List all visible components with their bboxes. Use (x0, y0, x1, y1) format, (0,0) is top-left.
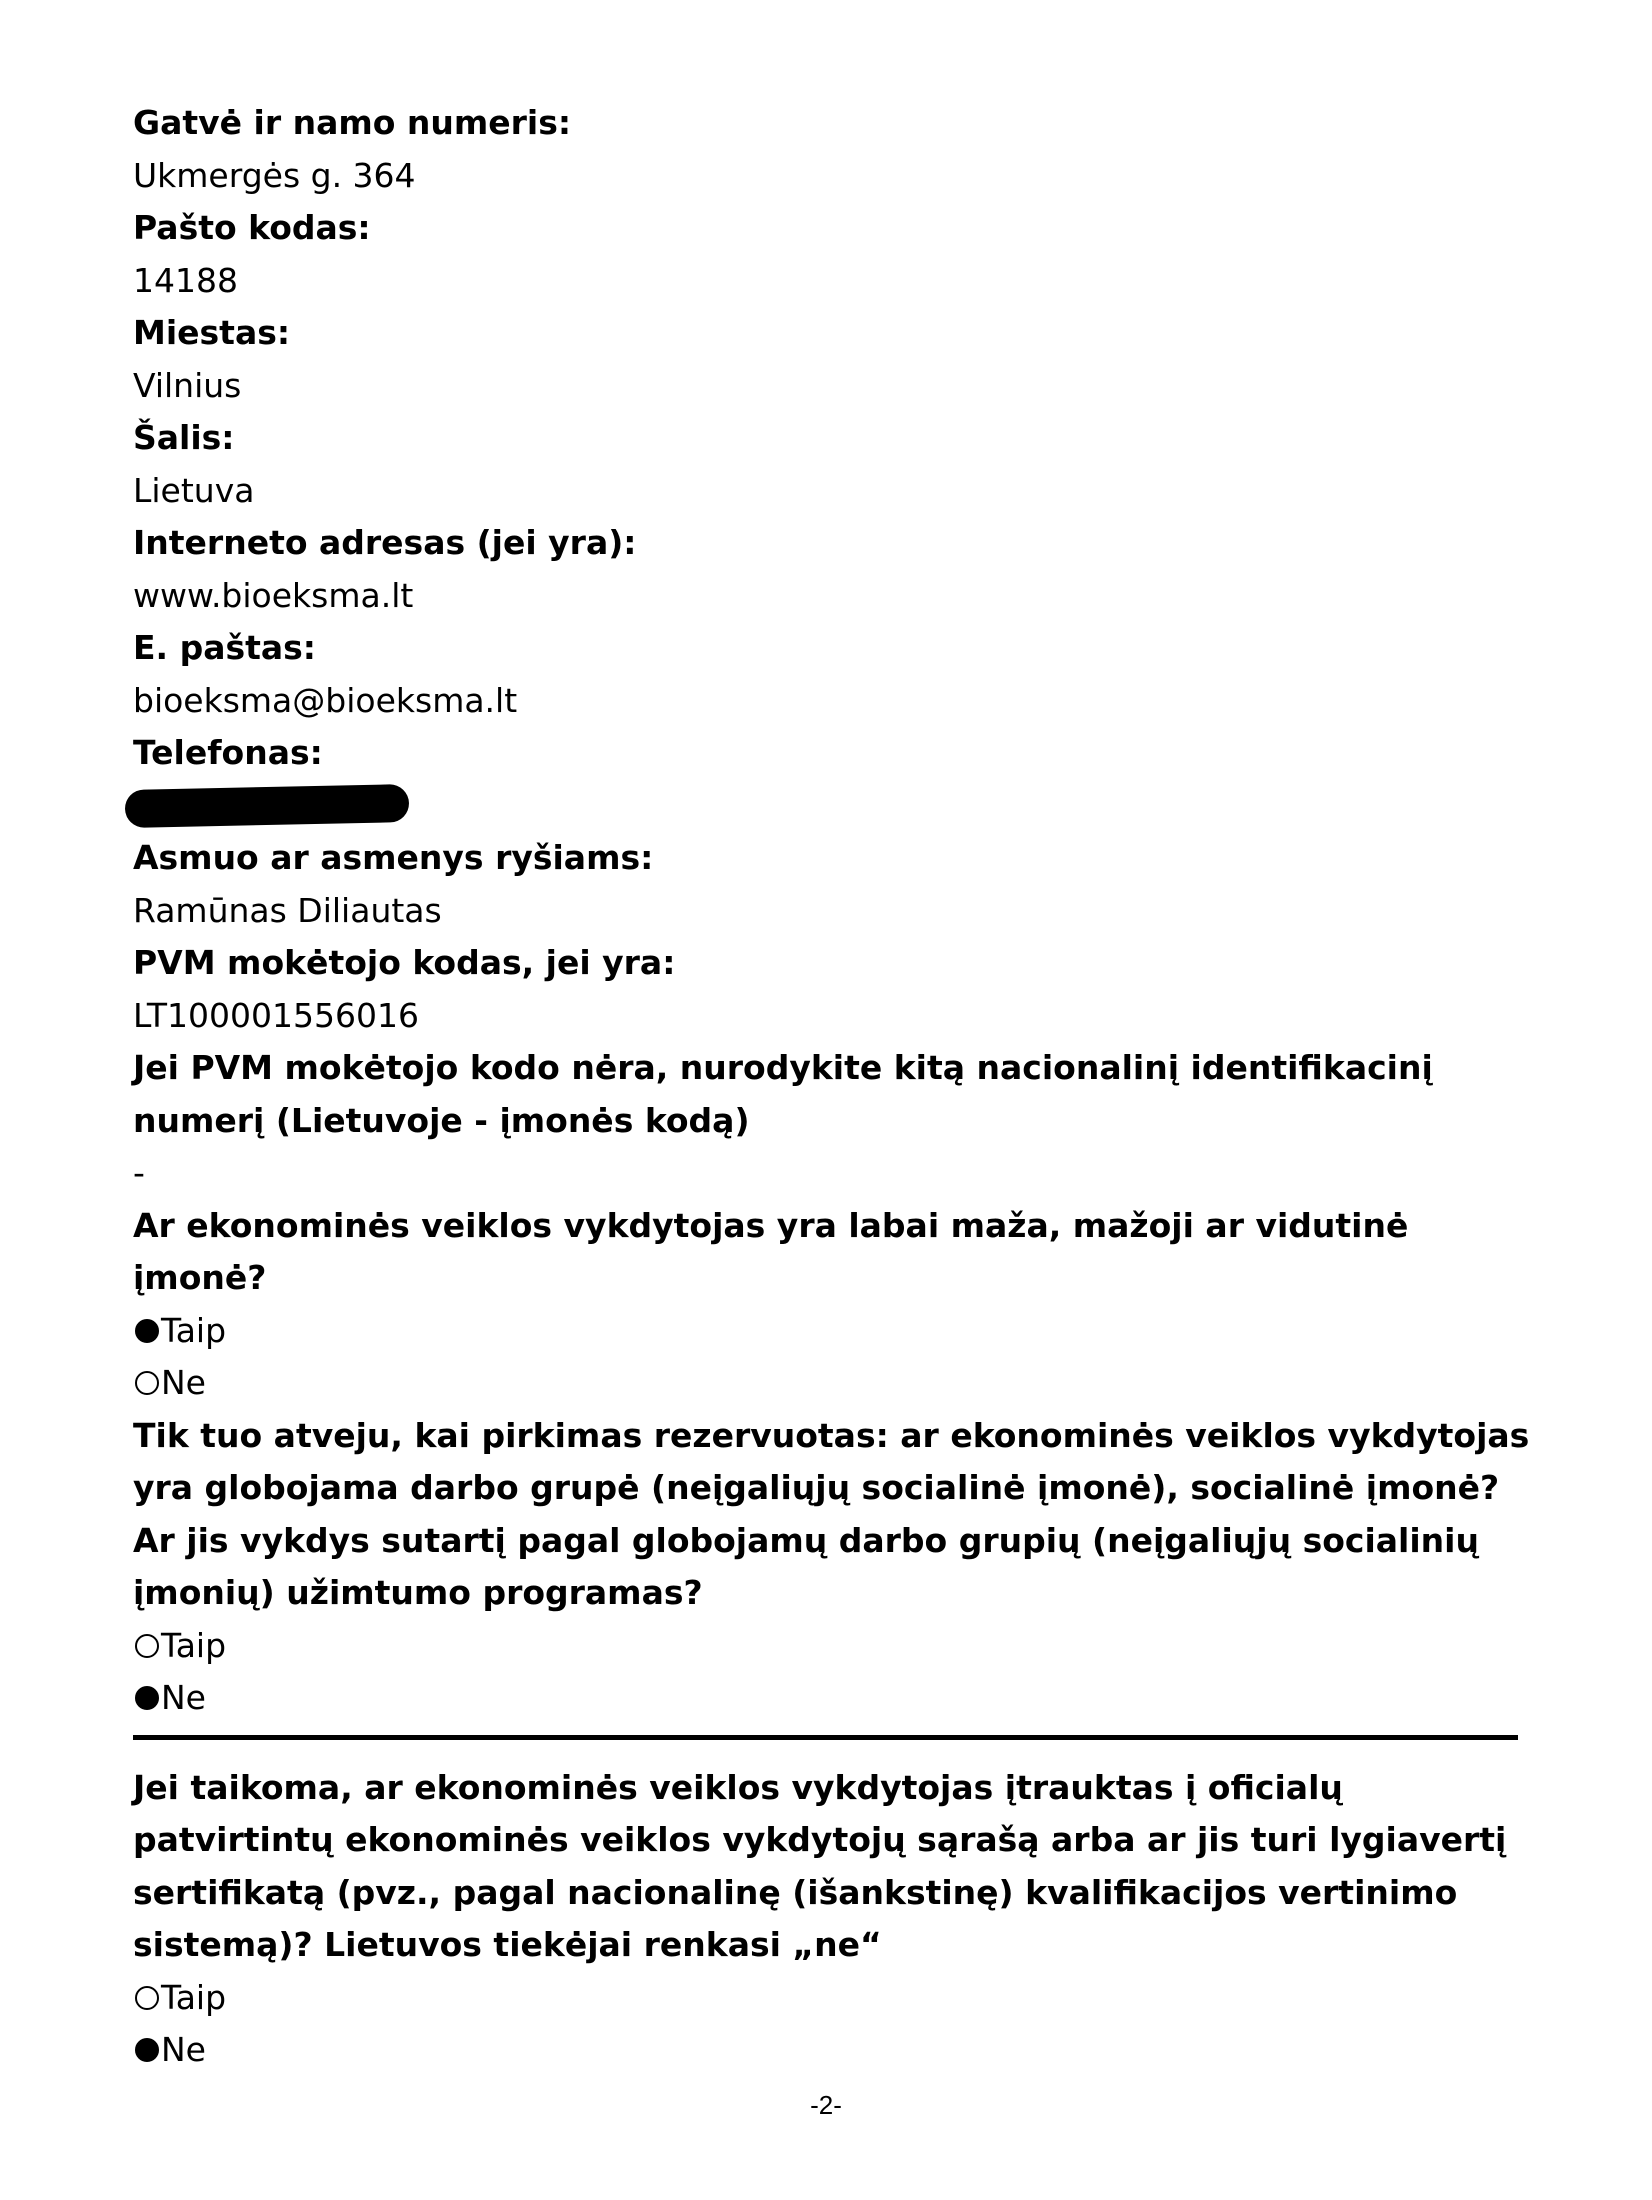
email-value: bioeksma@bioeksma.lt (133, 680, 518, 720)
vat-code-label: PVM mokėtojo kodas, jei yra: (133, 943, 676, 982)
contact-person-label: Asmuo ar asmenys ryšiams: (133, 838, 654, 877)
website-label: Interneto adresas (jei yra): (133, 523, 637, 562)
postal-code-label: Pašto kodas: (133, 208, 371, 247)
city-value: Vilnius (133, 365, 242, 405)
option-label: Ne (161, 2030, 206, 2069)
radio-selected-icon[interactable] (135, 1319, 159, 1343)
city-label: Miestas: (133, 313, 291, 352)
radio-selected-icon[interactable] (135, 1686, 159, 1710)
sme-question: Ar ekonominės veiklos vykdytojas yra labai maža, mažoji ar vidutinė įmonė? (133, 1205, 1409, 1297)
redaction-mark (125, 784, 410, 828)
phone-value-redacted (133, 780, 1518, 833)
sme-option-no[interactable] (133, 1357, 1518, 1410)
sheltered-workshop-question: Tik tuo atveju, kai pirkimas rezervuotas: ar ekonominės veiklos vykdytojas yra globojama darbo grupė (neįgaliųjų socialinė įmonė), socialinė įmonė? Ar jis vykdys sutartį pagal globojamų darbo grupių (neįgaliųjų socialinių įmonių) užimtumo programas? (133, 1415, 1530, 1612)
option-label: Taip (161, 1977, 227, 2017)
official-list-option-yes[interactable] (133, 1972, 1518, 2025)
option-label: Ne (161, 1678, 206, 1717)
official-list-question: Jei taikoma, ar ekonominės veiklos vykdytojas įtrauktas į oficialų patvirtintų ekonominės veiklos vykdytojų sąrašą arba ar jis turi lygiavertį sertifikatą (pvz., pagal nacionalinę (išankstinę) kvalifikacijos vertinimo sistemą)? Lietuvos tiekėjai renkasi „ne“ (133, 1767, 1507, 1964)
national-id-value: - (133, 1153, 145, 1192)
street-label: Gatvė ir namo numeris: (133, 103, 572, 142)
option-label: Taip (161, 1625, 227, 1665)
section-divider (133, 1735, 1518, 1740)
street-value: Ukmergės g. 364 (133, 155, 416, 195)
country-value: Lietuva (133, 470, 255, 510)
page-number: -2- (810, 2090, 842, 2120)
country-label: Šalis: (133, 418, 235, 457)
email-label: E. paštas: (133, 628, 316, 667)
sheltered-option-yes[interactable] (133, 1620, 1518, 1673)
phone-label: Telefonas: (133, 733, 323, 772)
radio-unselected-icon[interactable] (135, 1371, 159, 1395)
radio-unselected-icon[interactable] (135, 1986, 159, 2010)
radio-selected-icon[interactable] (135, 2038, 159, 2062)
sme-option-yes[interactable] (133, 1305, 1518, 1358)
website-value: www.bioeksma.lt (133, 575, 414, 615)
radio-unselected-icon[interactable] (135, 1634, 159, 1658)
postal-code-value: 14188 (133, 260, 238, 300)
vat-code-value: LT100001556016 (133, 995, 419, 1035)
sheltered-option-no[interactable] (133, 1672, 1518, 1725)
option-label: Ne (161, 1363, 206, 1402)
official-list-option-no[interactable] (133, 2024, 1518, 2077)
national-id-label: Jei PVM mokėtojo kodo nėra, nurodykite kitą nacionalinį identifikacinį numerį (Lietuvoje - įmonės kodą) (133, 1048, 1433, 1140)
document-page (133, 97, 1530, 2077)
option-label: Taip (161, 1310, 227, 1350)
contact-person-value: Ramūnas Diliautas (133, 890, 442, 930)
